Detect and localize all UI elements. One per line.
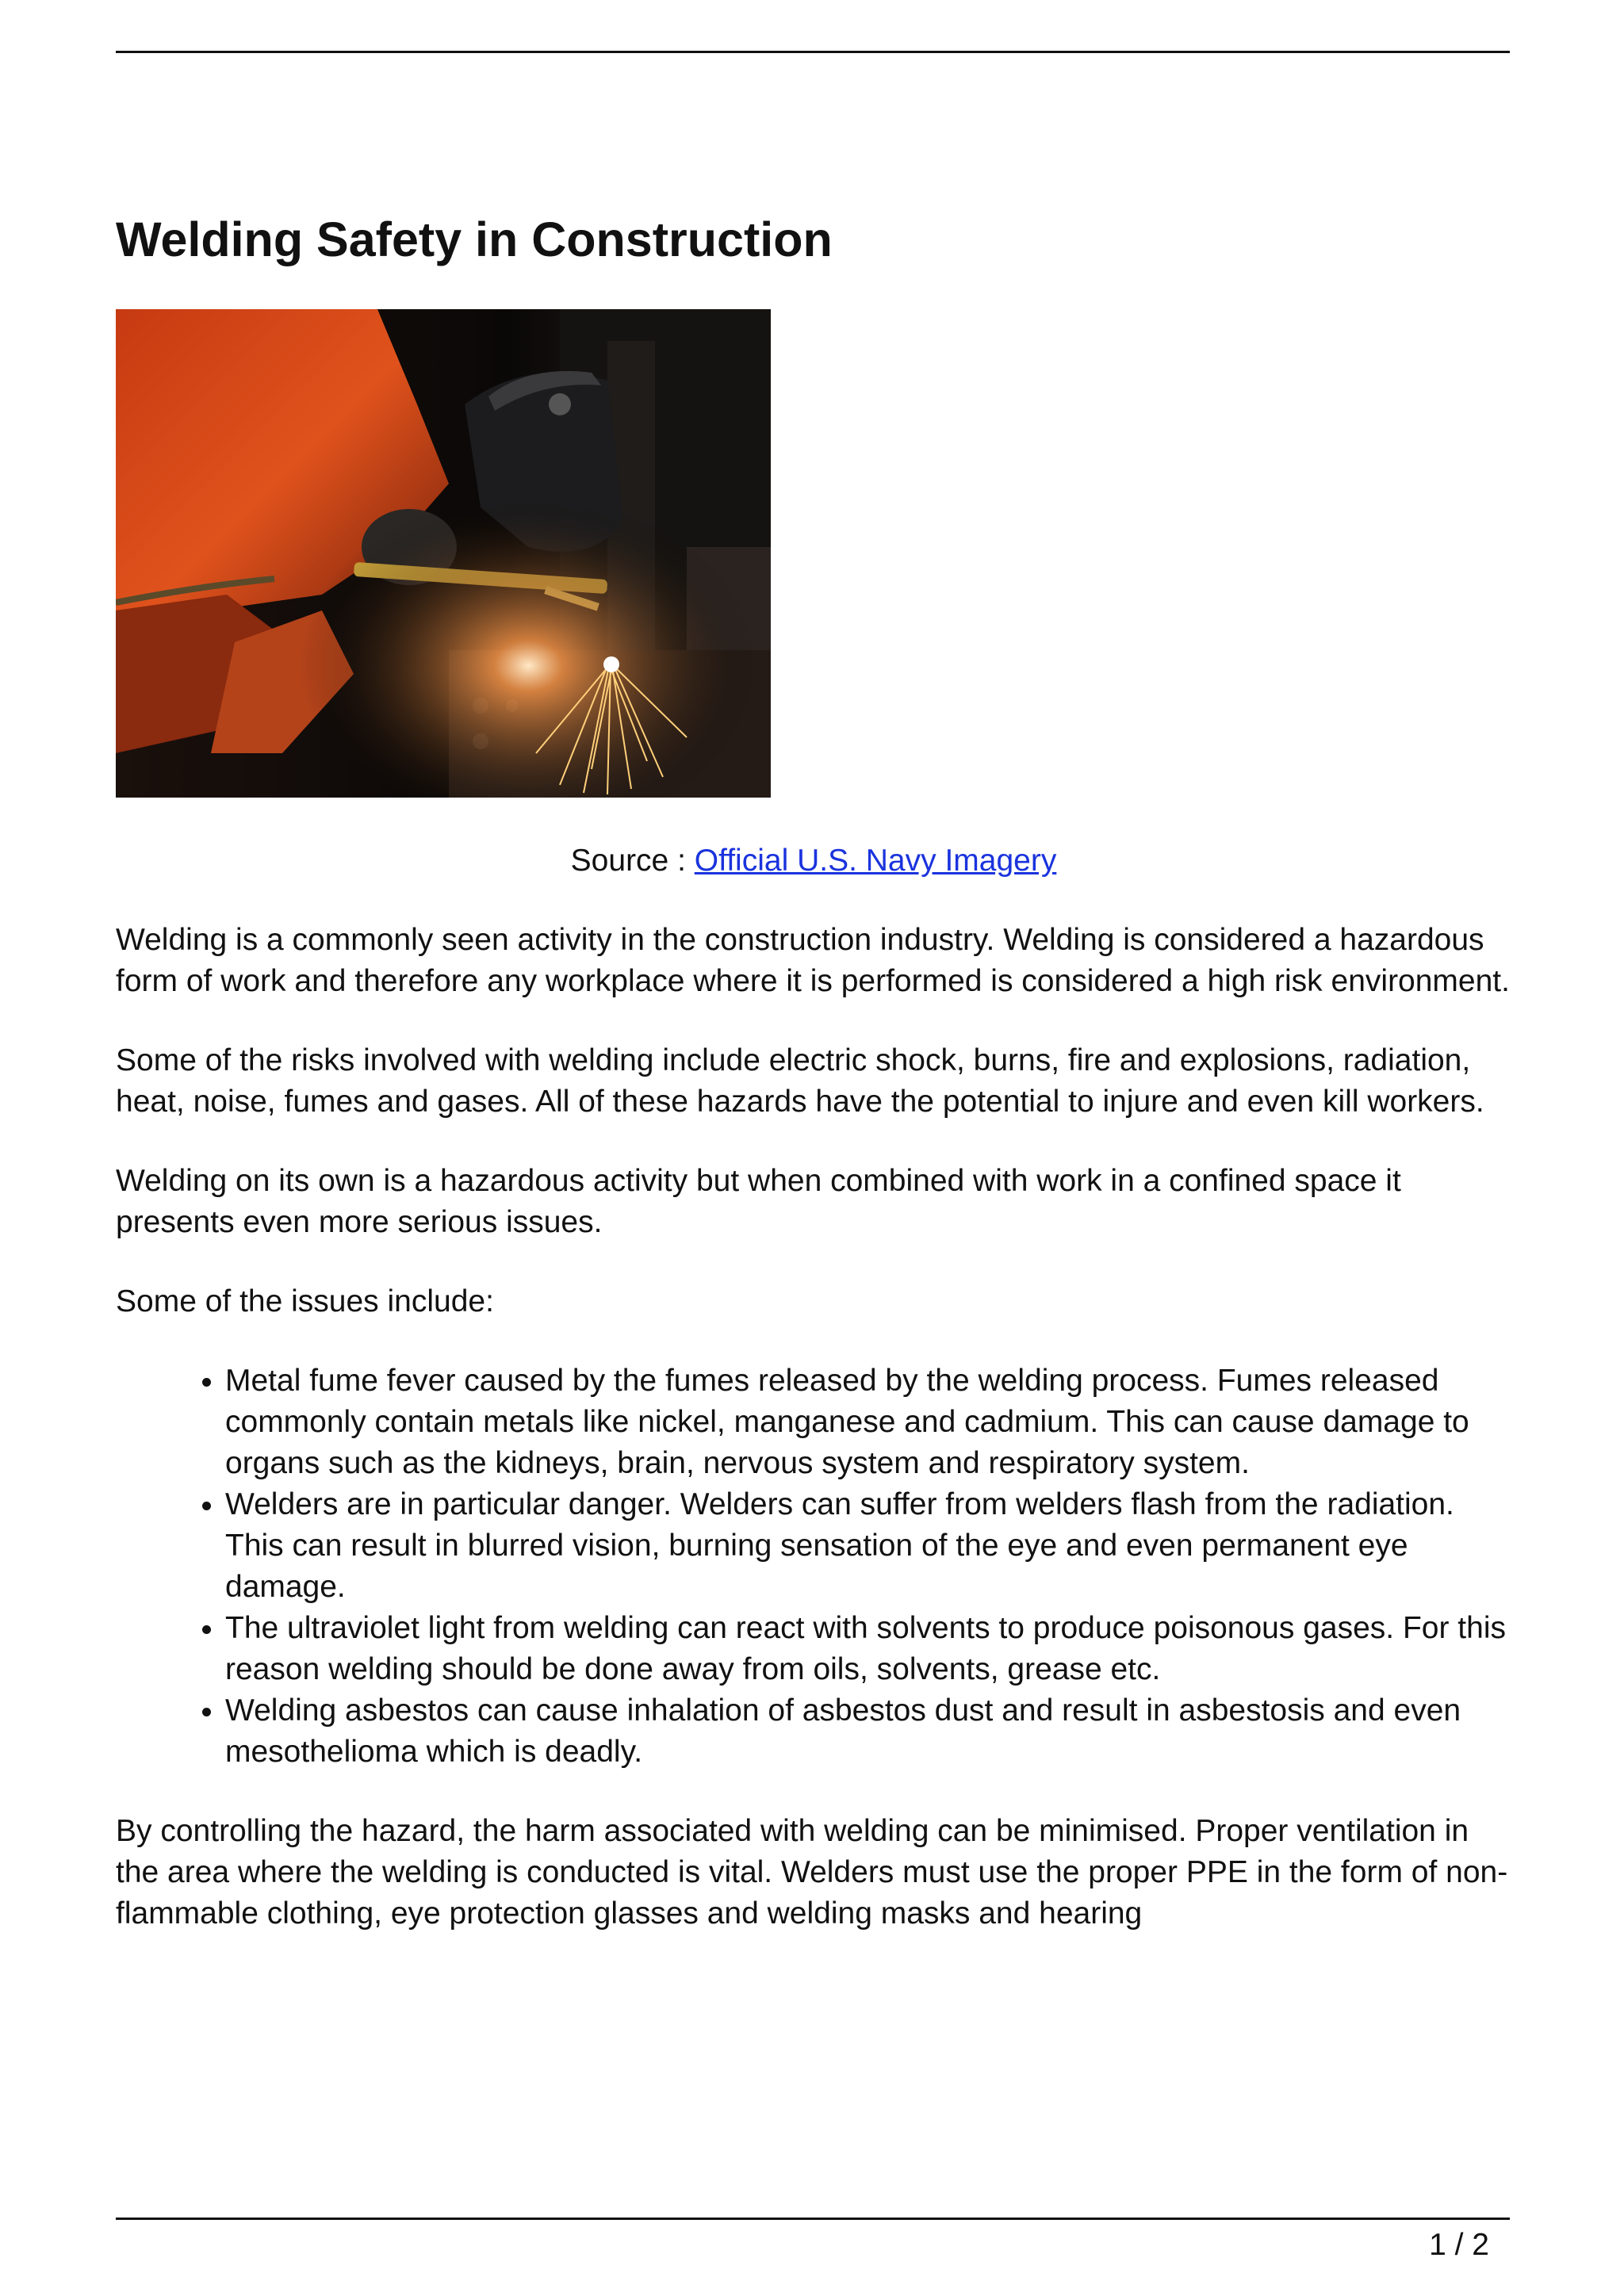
issues-intro: Some of the issues include: bbox=[116, 1284, 494, 1318]
confined-space-paragraph: Welding on its own is a hazardous activity but when combined with work in a confined space it presents even more serious issues. bbox=[116, 1164, 1401, 1239]
footer-rule bbox=[116, 2218, 1510, 2220]
source-link[interactable]: Official U.S. Navy Imagery bbox=[694, 844, 1057, 878]
image-caption bbox=[116, 840, 1511, 882]
header-rule bbox=[116, 51, 1510, 53]
closing-paragraph: By controlling the hazard, the harm associated with welding can be minimised. Proper ventilation in the area where the welding is conducted is vital. Welders must use the proper PPE in the form of non-flammable clothing, eye protection glasses and welding masks and hearing bbox=[116, 1814, 1508, 1931]
list-item: • Metal fume fever caused by the fumes released by the welding process. Fumes released commonly contain metals like nickel, manganese and cadmium. This can cause damage to organs such as the kidneys, brain, nervous system and respiratory system. bbox=[225, 1360, 1511, 1484]
list-item: • Welders are in particular danger. Welders can suffer from welders flash from the radiation. This can result in blurred vision, burning sensation of the eye and even permanent eye damage. bbox=[225, 1484, 1511, 1608]
intro-paragraph: Welding is a commonly seen activity in the construction industry. Welding is considered a hazardous form of work and therefore any workplace where it is performed is considered a high risk environment. bbox=[116, 923, 1510, 998]
page-title: Welding Safety in Construction bbox=[116, 212, 833, 266]
welder-photo bbox=[116, 309, 771, 798]
list-item: • The ultraviolet light from welding can react with solvents to produce poisonous gases. For this reason welding should be done away from oils, solvents, grease etc. bbox=[225, 1608, 1511, 1690]
issues-list bbox=[116, 1360, 1511, 1773]
caption-prefix: Source : bbox=[570, 844, 695, 878]
page-number: 1 / 2 bbox=[1429, 2228, 1489, 2262]
list-item: • Welding asbestos can cause inhalation of asbestos dust and result in asbestosis and even mesothelioma which is deadly. bbox=[225, 1690, 1511, 1773]
welder-photo-icon bbox=[116, 309, 771, 798]
risks-paragraph: Some of the risks involved with welding include electric shock, burns, fire and explosions, radiation, heat, noise, fumes and gases. All of these hazards have the potential to injure and even kill workers. bbox=[116, 1043, 1484, 1119]
article bbox=[116, 208, 1511, 1934]
